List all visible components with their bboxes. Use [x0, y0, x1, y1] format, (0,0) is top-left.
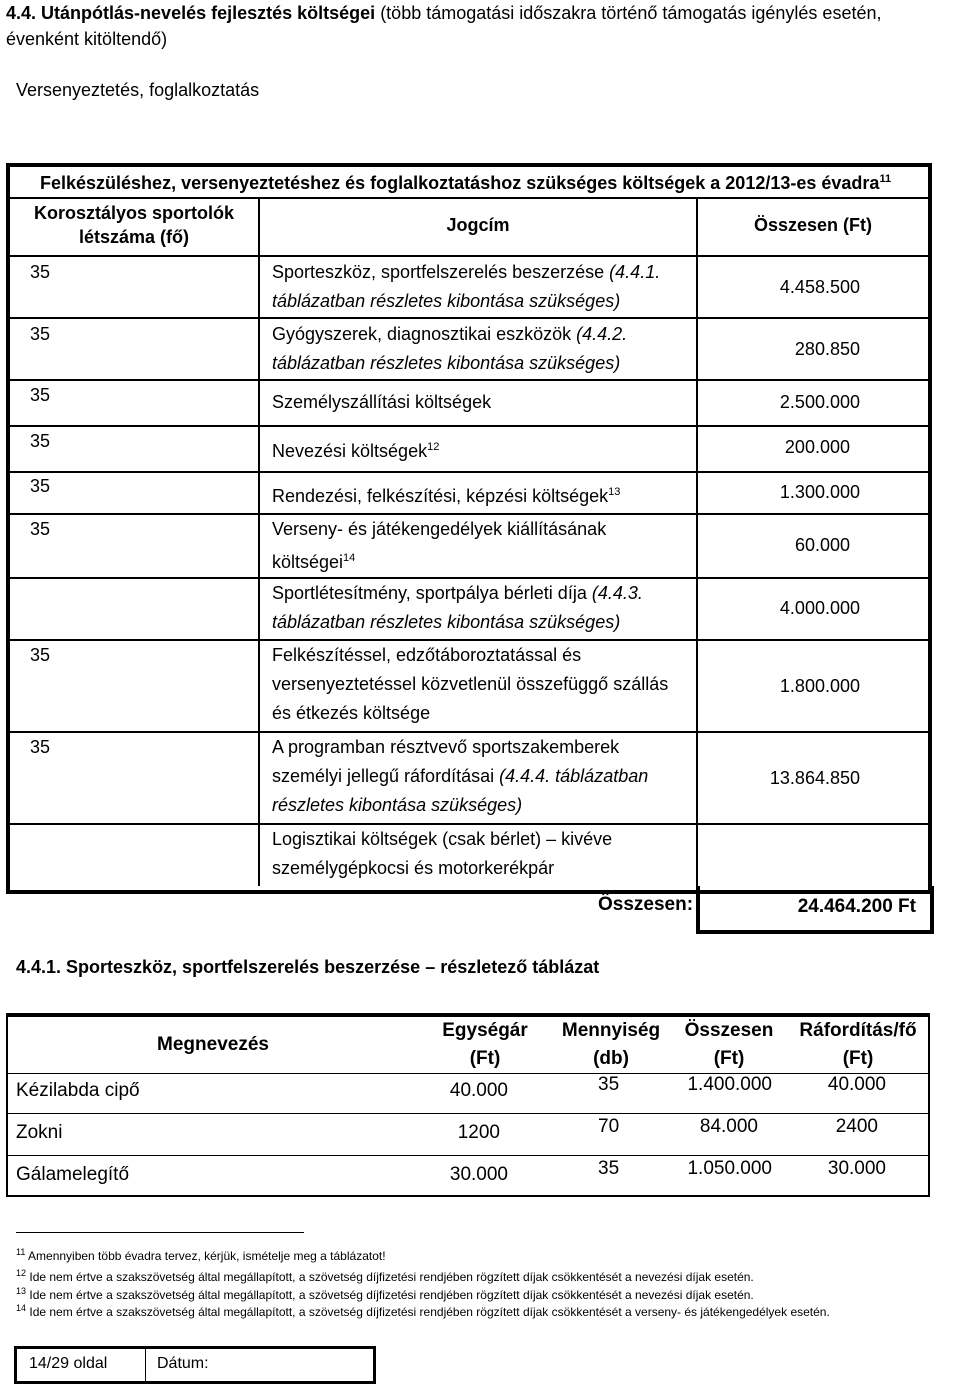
item-quantity: 35	[598, 1074, 620, 1095]
footer-divider	[145, 1349, 146, 1381]
header-unit-price: Egységár (Ft)	[442, 1020, 528, 1069]
header-count: Korosztályos sportolók létszáma (fő)	[33, 203, 235, 247]
item-unit-price: 1200	[457, 1122, 500, 1143]
item-total: 1.050.000	[687, 1158, 772, 1179]
row-count: 35	[30, 262, 51, 282]
header-name: Megnevezés	[157, 1034, 269, 1055]
date-field-label: Dátum:	[157, 1355, 209, 1372]
row-count: 35	[30, 324, 51, 344]
row-title: Logisztikai költségek (csak bérlet) – kivéve személygépkocsi és motorkerékpár	[272, 829, 613, 878]
section-note: (több támogatási időszakra történő támogatás igénylés esetén, évenként kitöltendő)	[6, 3, 882, 49]
page-number: 14/29 oldal	[29, 1355, 108, 1372]
item-name: Gálamelegítő	[16, 1164, 130, 1185]
row-count: 35	[30, 385, 51, 405]
item-per-person: 40.000	[827, 1074, 886, 1095]
header-title: Jogcím	[446, 215, 510, 235]
row-amount: 60.000	[794, 535, 850, 555]
row-amount: 200.000	[784, 437, 850, 457]
item-unit-price: 40.000	[449, 1080, 508, 1101]
row-amount: 13.864.850	[769, 768, 860, 788]
row-count: 35	[30, 737, 51, 757]
item-total: 84.000	[699, 1116, 758, 1137]
section-heading	[6, 0, 956, 52]
row-count: 35	[30, 476, 51, 496]
footnote-rule	[16, 1232, 304, 1233]
item-quantity: 70	[598, 1116, 620, 1137]
row-amount: 2.500.000	[779, 392, 860, 412]
page-footer	[14, 1346, 376, 1384]
header-total: Összesen (Ft)	[753, 215, 873, 235]
equipment-table-heading: 4.4.1. Sporteszköz, sportfelszerelés beszerzése – részletező táblázat	[16, 957, 600, 977]
row-title: Sportlétesítmény, sportpálya bérleti díja (4.4.3. táblázatban részletes kibontása szükséges)	[272, 583, 643, 632]
col-divider	[696, 197, 698, 886]
row-amount: 1.800.000	[779, 676, 860, 696]
row-title: A programban résztvevő sportszakemberek személyi jellegű ráfordításai (4.4.4. táblázatban részletes kibontása szükséges)	[272, 737, 649, 815]
row-amount: 1.300.000	[779, 482, 860, 502]
grand-total-label: Összesen:	[598, 894, 694, 915]
item-name: Kézilabda cipő	[16, 1080, 140, 1101]
footnote: $^{11}$ Amennyiben több évadra tervez, kérjük, ismételje meg a táblázatot!	[16, 1247, 386, 1263]
row-divider	[10, 317, 928, 319]
row-title: Felkészítéssel, edzőtáboroztatással és versenyeztetéssel közvetlenül összefüggő szállás és étkezés költsége	[272, 645, 669, 723]
row-title: Személyszállítási költségek	[272, 392, 492, 412]
row-amount: 280.850	[794, 339, 860, 359]
cost-table-caption: Felkészüléshez, versenyeztetéshez és foglalkoztatáshoz szükséges költségek a 2012/13-es évadra$^{11}$	[40, 173, 892, 193]
col-divider	[258, 197, 260, 886]
section-subtitle: Versenyeztetés, foglalkoztatás	[16, 80, 260, 100]
header-total: Összesen (Ft)	[684, 1020, 774, 1069]
item-quantity: 35	[598, 1158, 620, 1179]
item-per-person: 30.000	[827, 1158, 886, 1179]
row-title: Gyógyszerek, diagnosztikai eszközök (4.4.2. táblázatban részletes kibontása szükséges)	[272, 324, 628, 373]
cost-table	[6, 163, 932, 894]
row-divider	[10, 255, 928, 257]
row-title: Verseny- és játékengedélyek kiállításának költségei$^{14}$	[272, 519, 607, 572]
item-total: 1.400.000	[687, 1074, 772, 1095]
footnote: $^{14}$ Ide nem értve a szakszövetség által megállapított, a szövetség díjfizetési rendjében rögzített díjak csökkentését a verseny- és játékengedélyek esetén.	[16, 1303, 830, 1319]
item-unit-price: 30.000	[449, 1164, 508, 1185]
row-title: Rendezési, felkészítési, képzési költségek$^{13}$	[272, 486, 621, 506]
grand-total-value: 24.464.200 Ft	[797, 896, 916, 917]
row-divider	[10, 425, 928, 427]
section-title: Utánpótlás-nevelés fejlesztés költségei	[41, 3, 376, 23]
item-per-person: 2400	[835, 1116, 878, 1137]
row-count: 35	[30, 519, 51, 539]
equipment-table	[6, 1013, 930, 1197]
row-count: 35	[30, 645, 51, 665]
row-divider	[10, 471, 928, 473]
item-name: Zokni	[16, 1122, 63, 1143]
header-per-person: Ráfordítás/fő (Ft)	[799, 1020, 917, 1069]
header-quantity: Mennyiség (db)	[561, 1020, 661, 1069]
row-divider	[10, 197, 928, 199]
section-number: 4.4.	[6, 3, 37, 23]
footnote: $^{12}$ Ide nem értve a szakszövetség által megállapított, a szövetség díjfizetési rendjében rögzített díjak csökkentését a nevezési díjak esetén.	[16, 1268, 754, 1284]
footnote: $^{13}$ Ide nem értve a szakszövetség által megállapított, a szövetség díjfizetési rendjében rögzített díjak csökkentését a nevezési díjak esetén.	[16, 1286, 754, 1302]
row-amount: 4.000.000	[779, 598, 860, 618]
row-amount: 4.458.500	[779, 277, 860, 297]
row-divider	[10, 379, 928, 381]
row-title: Sporteszköz, sportfelszerelés beszerzése (4.4.1. táblázatban részletes kibontása szükséges)	[272, 262, 661, 311]
row-count: 35	[30, 431, 51, 451]
row-title: Nevezési költségek$^{12}$	[272, 441, 440, 461]
